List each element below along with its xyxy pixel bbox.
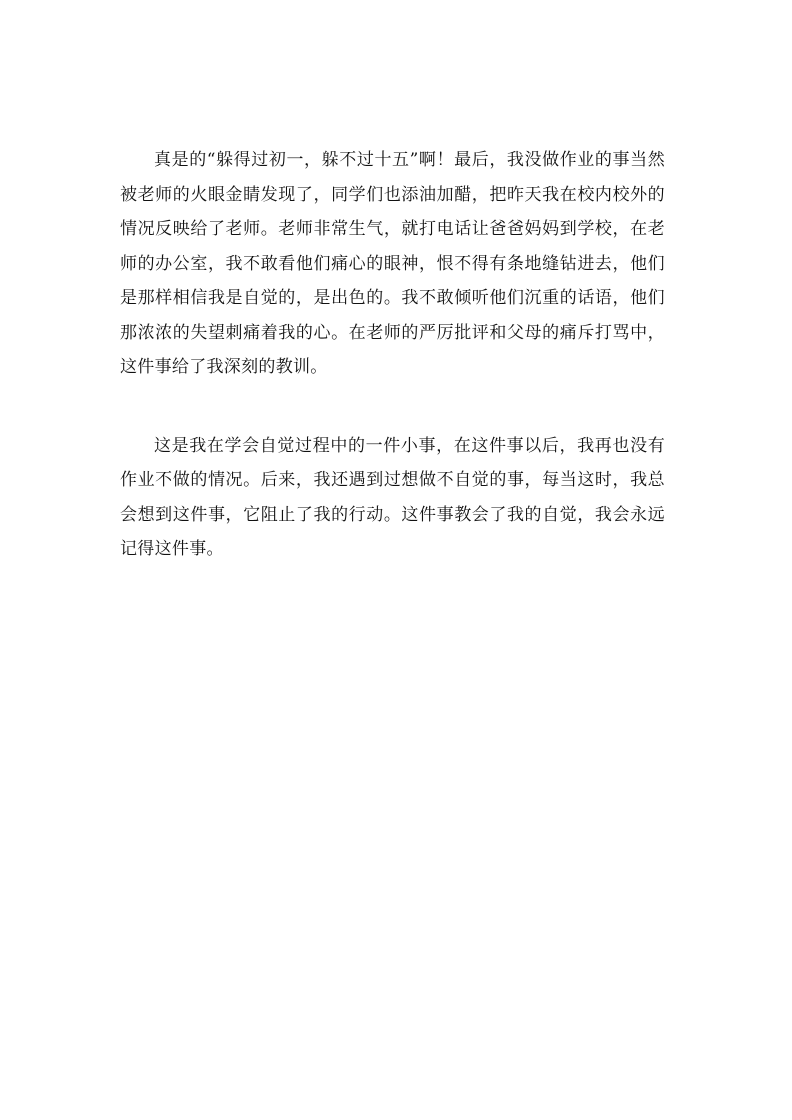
document-body: [120, 143, 665, 567]
paragraph-1: 真是的“躲得过初一，躲不过十五”啊！最后，我没做作业的事当然被老师的火眼金睛发现了，同学们也添油加醋，把昨天我在校内校外的情况反映给了老师。老师非常生气，就打电话让爸爸妈妈到学校，在老师的办公室，我不敢看他们痛心的眼神，恨不得有条地缝钻进去，他们是那样相信我是自觉的，是出色的。我不敢倾听他们沉重的话语，他们那浓浓的失望刺痛着我的心。在老师的严厉批评和父母的痛斥打骂中，这件事给了我深刻的教训。: [120, 150, 665, 377]
paragraph-2: 这是我在学会自觉过程中的一件小事，在这件事以后，我再也没有作业不做的情况。后来，我还遇到过想做不自觉的事，每当这时，我总会想到这件事，它阻止了我的行动。这件事教会了我的自觉，我会永远记得这件事。: [120, 435, 665, 559]
